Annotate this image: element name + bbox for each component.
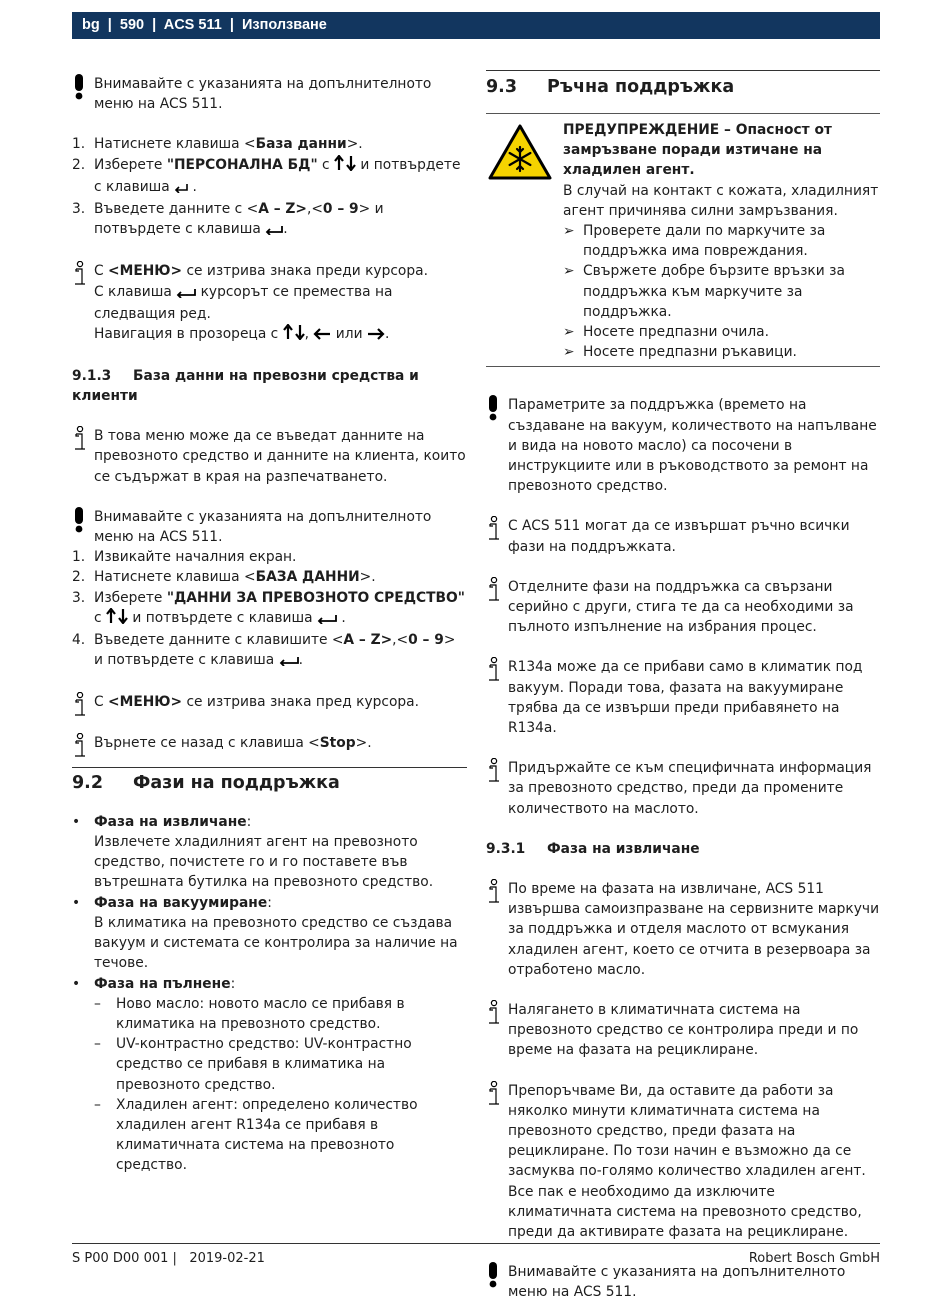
info-note: В това меню може да се въведат данните на превозното средство и данните на клиента, които се съдържат в края на разпечатването. [72, 426, 467, 487]
filling-sublist [94, 994, 467, 1176]
steps-list-personal-db [72, 134, 467, 241]
subsection-heading-9-1-3: 9.1.3 База данни на превозни средства и клиенти [72, 368, 419, 405]
step-item: 1. Натиснете клавиша <База данни>. [72, 136, 363, 153]
info-icon [72, 261, 88, 283]
enter-key-icon [279, 652, 299, 672]
info-note: По време на фазата на извличане, ACS 511 извършва самоизпразване на сервизните маркучи за поддръжка и отделя маслото от всмукания хладилен агент, което се отчита в резервоара за отработено масло. [486, 879, 880, 980]
list-item: – UV-контрастно средство: UV-контрастно средство се прибавя в климатика на превозното средство. [94, 1036, 412, 1093]
warning-box [486, 113, 880, 367]
footer-separator: | [172, 1251, 177, 1266]
exclamation-icon [72, 507, 88, 529]
footer-date: 2019-02-21 [189, 1251, 265, 1266]
attention-note: Внимавайте с указанията на допълнителното меню на ACS 511. [72, 507, 467, 547]
exclamation-icon [72, 74, 88, 96]
info-icon [486, 1000, 502, 1022]
attention-note [72, 74, 467, 114]
info-icon [486, 577, 502, 599]
info-icon [72, 692, 88, 714]
subsection-heading-9-3-1: 9.3.1 Фаза на извличане [486, 840, 700, 857]
right-column [486, 70, 880, 1303]
warning-actions [563, 221, 880, 362]
header-product: ACS 511 [163, 17, 222, 33]
phases-list [72, 812, 467, 1176]
step-item: 3. Изберете "ДАННИ ЗА ПРЕВОЗНОТО СРЕДСТВО" с и потвърдете с клавиша . [72, 588, 467, 630]
list-item: – Ново масло: новото масло се прибавя в климатика на превозното средство. [94, 995, 405, 1032]
list-item: ➢ Носете предпазни ръкавици. [563, 344, 797, 361]
page-footer [72, 1243, 880, 1267]
info-note: С <МЕНЮ> се изтрива знака преди курсора. С клавиша курсорът се премества на следващия ред. Навигация в прозореца с , или . [72, 261, 467, 346]
step-item: 4. Въведете данните с клавишите <A – Z>,<0 – 9> и потвърдете с клавиша . [72, 630, 467, 672]
note-text: Внимавайте с указанията на допълнителното меню на ACS 511. [94, 76, 432, 113]
info-icon [72, 733, 88, 755]
info-note: С ACS 511 могат да се извършат ръчно всички фази на поддръжката. [486, 516, 880, 556]
enter-key-icon [176, 284, 196, 304]
footer-company: Robert Bosch GmbH [748, 1251, 880, 1266]
info-note: Върнете се назад с клавиша <Stop>. [72, 733, 467, 753]
arrow-up-down-icon [283, 324, 305, 346]
warning-text: В случай на контакт с кожата, хладилният агент причинява силни замръзвания. [563, 182, 879, 219]
list-item: – Хладилен агент: определено количество хладилен агент R134a се прибавя в климатичната система на превозното средство. [94, 1096, 418, 1174]
header-page-number: 590 [119, 17, 145, 33]
warning-title: ПРЕДУПРЕЖДЕНИЕ – Опасност от замръзване поради изтичане на хладилен агент. [563, 122, 832, 179]
info-icon [486, 1081, 502, 1103]
arrow-up-down-icon [106, 608, 128, 630]
phase-item: • Фаза на пълнене: – Ново масло: новото масло се прибавя в климатика на превозното средство. – UV-контрастно средство: UV-контрастно средство се прибавя в климатика на превозното средство. – Хладилен агент: определено количество хладилен агент R134a се прибавя в климатичната система на превозното средство. [72, 974, 467, 1176]
step-item: 2. Натиснете клавиша <БАЗА ДАННИ>. [72, 569, 376, 586]
section-heading-9-2: 9.2 Фази на поддръжка [72, 767, 467, 794]
arrow-right-icon [367, 326, 385, 346]
info-note: Налягането в климатичната система на превозното средство се контролира преди и по време на фазата на рециклиране. [486, 1000, 880, 1061]
step-item: 1. Извикайте началния екран. [72, 549, 297, 566]
info-note: Отделните фази на поддръжка са свързани серийно с други, стига те да са необходими за пълното изпълнение на избрания процес. [486, 577, 880, 638]
info-icon [72, 426, 88, 448]
left-column [72, 74, 467, 1176]
arrow-up-down-icon [334, 155, 356, 177]
header-lang: bg [82, 17, 100, 33]
enter-key-icon [265, 221, 283, 241]
arrow-left-icon [313, 326, 331, 346]
header-section: Използване [241, 17, 327, 33]
info-note: С <МЕНЮ> се изтрива знака пред курсора. [72, 692, 467, 712]
phase-item: • Фаза на извличане: Извлечете хладилният агент на превозното средство, почистете го и го поставете във вътрешната бутилка на превозното средство. [72, 813, 434, 891]
info-icon [486, 516, 502, 538]
info-note: Придържайте се към специфичната информация за превозното средство, преди да промените количеството на маслото. [486, 758, 880, 819]
list-item: ➢ Носете предпазни очила. [563, 324, 770, 341]
list-item: ➢ Свържете добре бързите връзки за поддръжка към маркучите за поддръжка. [563, 263, 845, 320]
exclamation-icon [486, 395, 502, 417]
enter-key-icon [174, 179, 188, 199]
info-icon [486, 758, 502, 780]
info-note: R134a може да се прибави само в климатик под вакуум. Поради това, фазата на вакуумиране трябва да се извърши преди прибавянето на R134a. [486, 657, 880, 738]
info-icon [486, 879, 502, 901]
info-note: Препоръчваме Ви, да оставите да работи за няколко минути климатичната система на превозното средство, преди фазата на рециклиране. По този начин е възможно да се засмуква по-голямо количество хладилен агент. Все пак е необходимо да изключите климатичната система на превозното средство, преди да активирате фазата на рециклиране. [486, 1081, 880, 1243]
attention-note: Параметрите за поддръжка (времето на създаване на вакуум, количеството на напълване и вида на новото масло) са посочени в инструкциите или в ръководството за ремонт на превозното средство. [486, 395, 880, 496]
list-item: ➢ Проверете дали по маркучите за поддръжка има повреждания. [563, 223, 826, 260]
step-item: 2. Изберете "ПЕРСОНАЛНА БД" с и потвърдете с клавиша . [72, 155, 467, 199]
footer-doc-number: S P00 D00 001 [72, 1251, 169, 1266]
section-heading-9-3: 9.3 Ръчна поддръжка [486, 70, 880, 98]
steps-list-vehicle-data [72, 547, 467, 672]
info-icon [486, 657, 502, 679]
attention-note: Внимавайте с указанията на допълнителното меню на ACS 511. [486, 1262, 880, 1302]
phase-item: • Фаза на вакуумиране: В климатика на превозното средство се създава вакуум и системата се контролира за наличие на течове. [72, 894, 458, 972]
step-item: 3. Въведете данните с <A – Z>,<0 – 9> и потвърдете с клавиша . [72, 199, 467, 241]
page-header: bg | 590 | ACS 511 | Използване [72, 12, 880, 39]
freezing-hazard-icon [488, 123, 552, 187]
enter-key-icon [317, 610, 337, 630]
